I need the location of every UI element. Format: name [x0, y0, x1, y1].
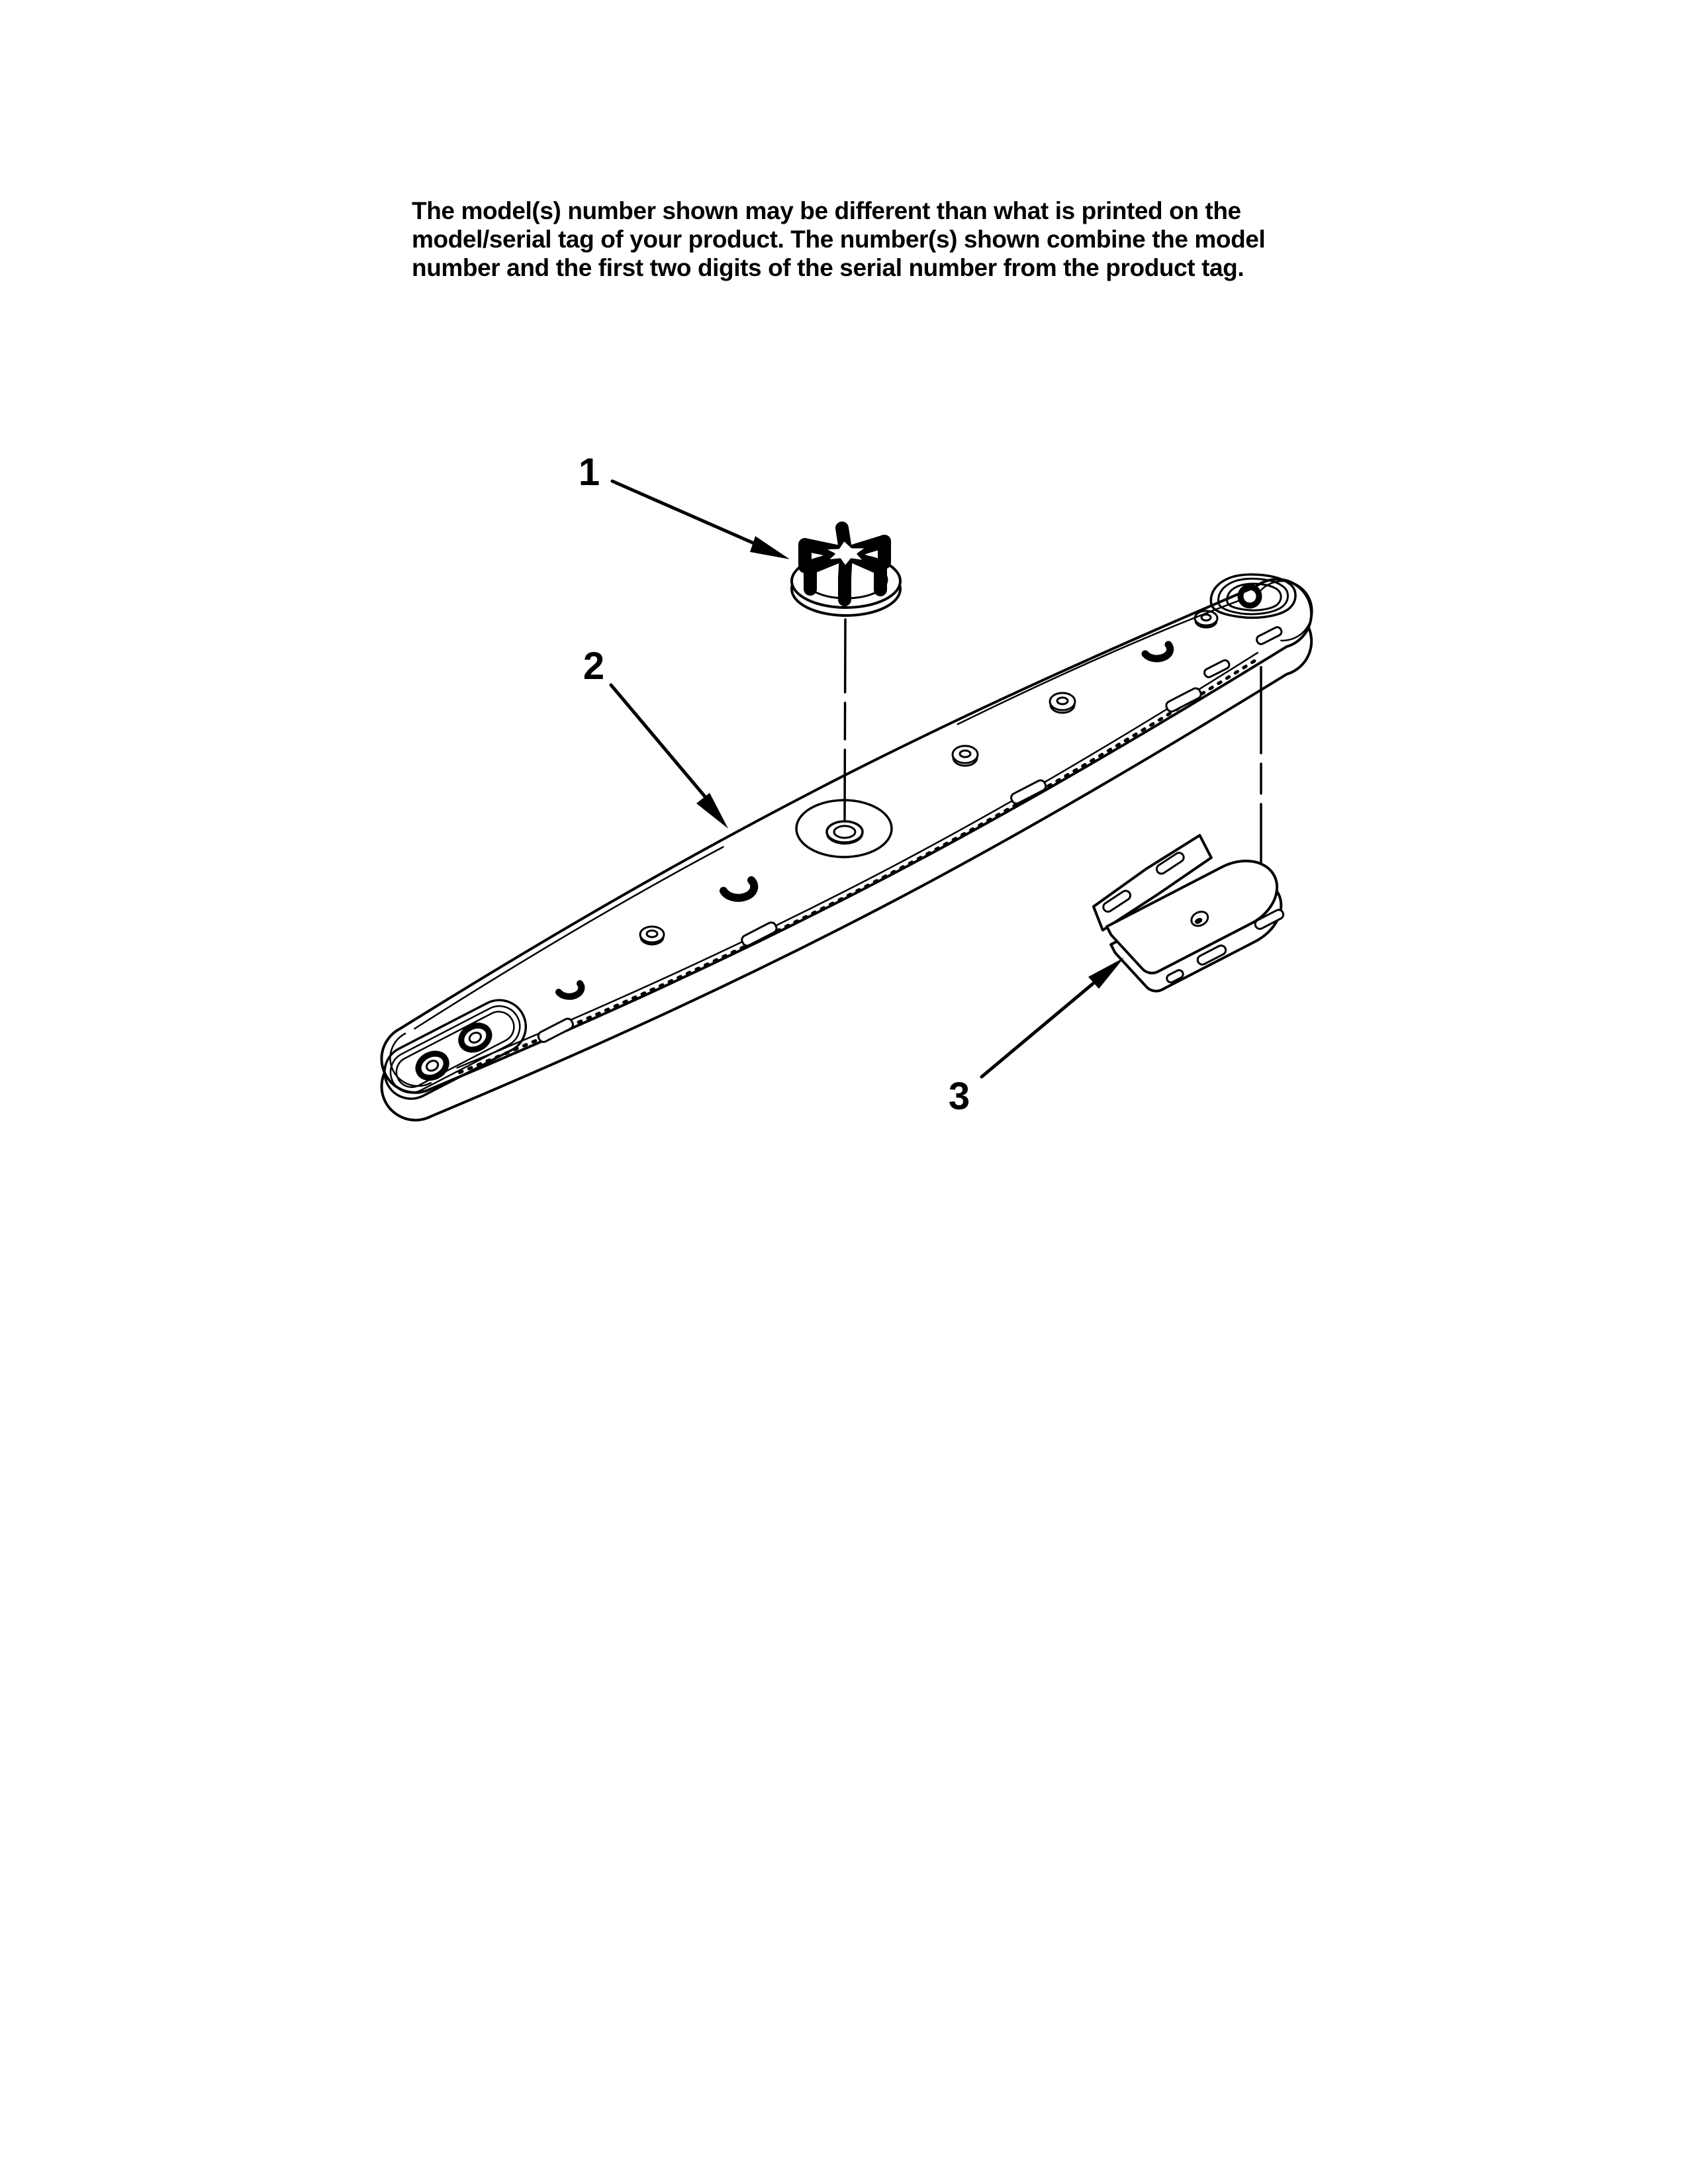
note-line: model/serial tag of your product. The number(s) shown combine the model [412, 226, 1266, 253]
callout-1 [579, 451, 790, 559]
support-clip-drawing [1084, 813, 1297, 1001]
spray-arm-cap-drawing [792, 528, 900, 615]
callout-2 [583, 645, 728, 829]
callout-1-arrowhead [750, 536, 790, 559]
callout-3-arrow [982, 981, 1096, 1077]
callout-2-label: 2 [583, 645, 605, 688]
callout-1-arrow [612, 481, 759, 545]
callout-1-label: 1 [578, 451, 600, 494]
callout-2-arrowhead [696, 793, 728, 829]
note-line: The model(s) number shown may be different than what is printed on the [412, 197, 1241, 224]
callout-3-label: 3 [948, 1075, 970, 1118]
callout-3 [949, 958, 1124, 1118]
callout-2-arrow [611, 685, 710, 802]
note-line: number and the first two digits of the serial number from the product tag. [412, 254, 1244, 281]
